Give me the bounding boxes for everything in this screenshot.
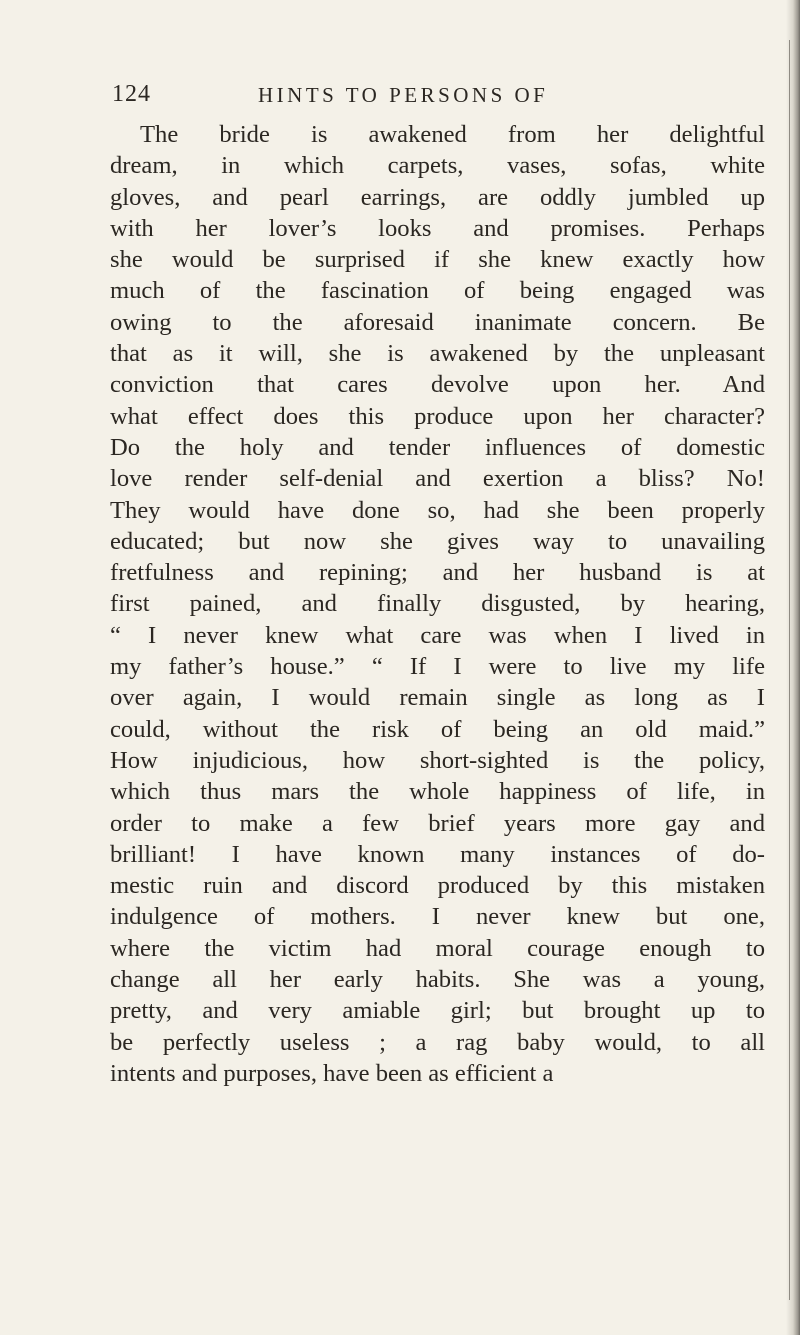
text-line: could, without the risk of being an old maid.” [110,715,765,743]
text-line: conviction that cares devolve upon her. And [110,371,765,399]
text-line: order to make a few brief years more gay and [110,809,765,837]
text-line: pretty, and very amiable girl; but brought up to [110,997,765,1025]
text-line: which thus mars the whole happiness of life, in [110,778,765,806]
text-line: my father’s house.” “ If I were to live my life [110,653,765,681]
text-line: The bride is awakened from her delightful [140,121,765,148]
text-line: what effect does this produce upon her character? [110,402,765,430]
page-number: 124 [112,81,151,107]
text-line: gloves, and pearl earrings, are oddly jumbled up [110,183,765,211]
text-line: mestic ruin and discord produced by this mistaken [110,872,765,900]
text-line: educated; but now she gives way to unavailing [110,527,765,555]
running-head: HINTS TO PERSONS OF [258,83,549,107]
text-line: They would have done so, had she been properly [110,496,765,524]
text-line: dream, in which carpets, vases, sofas, white [110,152,765,180]
text-line: intents and purposes, have been as efficient a [110,1059,554,1087]
text-line: that as it will, she is awakened by the unpleasant [110,340,765,368]
text-line: with her lover’s looks and promises. Perhaps [110,214,765,242]
text-line: “ I never knew what care was when I lived in [110,621,765,649]
text-line: brilliant! I have known many instances of do- [110,840,765,868]
text-line: over again, I would remain single as long as I [110,684,765,712]
text-line: fretfulness and repining; and her husband is at [110,559,765,587]
text-line: where the victim had moral courage enough to [110,934,765,962]
text-line: indulgence of mothers. I never knew but one, [110,903,765,931]
text-line: owing to the aforesaid inanimate concern. Be [110,308,765,336]
text-line: How injudicious, how short-sighted is the policy, [110,746,765,774]
page-header [112,81,800,115]
text-line: first pained, and finally disgusted, by hearing, [110,590,765,618]
body-text [110,119,765,1089]
text-line: be perfectly useless ; a rag baby would, to all [110,1028,765,1056]
page-edge-line [789,40,790,1300]
text-line: she would be surprised if she knew exactly how [110,246,765,274]
text-line: love render self-denial and exertion a bliss? No! [110,465,765,493]
text-line: much of the fascination of being engaged was [110,277,765,305]
text-line: Do the holy and tender influences of domestic [110,433,765,461]
text-line: change all her early habits. She was a young, [110,966,765,994]
